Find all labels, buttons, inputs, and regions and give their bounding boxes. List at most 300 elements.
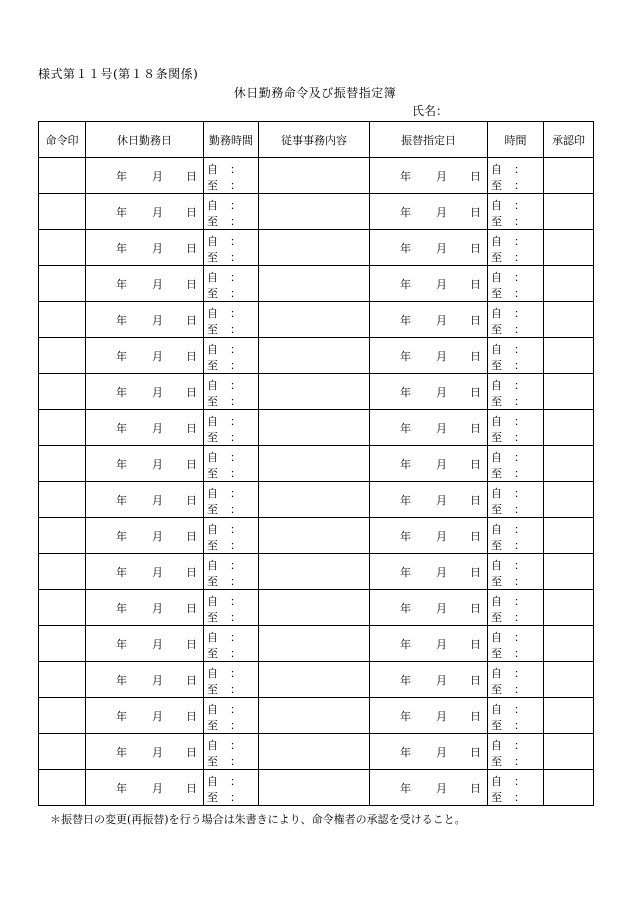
to-label: 至 bbox=[491, 539, 502, 552]
approval-seal-cell[interactable] bbox=[544, 554, 594, 590]
from-label: 自 bbox=[491, 667, 502, 680]
work-content-cell[interactable] bbox=[259, 302, 370, 338]
day-label: 日 bbox=[186, 781, 197, 795]
substitute-date-cell[interactable] bbox=[370, 770, 488, 806]
to-label: 至 bbox=[207, 215, 218, 228]
day-label: 日 bbox=[470, 781, 481, 795]
colon-label: ： bbox=[230, 703, 241, 716]
colon-label: ： bbox=[514, 395, 525, 408]
month-label: 月 bbox=[152, 529, 163, 543]
colon-label: ： bbox=[514, 631, 525, 644]
holiday-work-date-cell[interactable] bbox=[86, 302, 204, 338]
year-label: 年 bbox=[400, 781, 411, 795]
work-content-cell[interactable] bbox=[259, 266, 370, 302]
colon-label: ： bbox=[514, 251, 525, 264]
colon-label: ： bbox=[514, 287, 525, 300]
work-content-cell[interactable] bbox=[259, 734, 370, 770]
work-hours-cell[interactable] bbox=[204, 230, 259, 266]
substitute-date-cell[interactable] bbox=[370, 338, 488, 374]
order-seal-cell[interactable] bbox=[39, 554, 86, 590]
from-label: 自 bbox=[491, 559, 502, 572]
table-row bbox=[39, 230, 594, 266]
document-title: 休日勤務命令及び振替指定簿 bbox=[233, 86, 397, 100]
substitute-time-cell[interactable] bbox=[488, 770, 544, 806]
approval-seal-cell[interactable] bbox=[544, 410, 594, 446]
holiday-work-date-cell[interactable] bbox=[86, 446, 204, 482]
from-label: 自 bbox=[491, 595, 502, 608]
substitute-time-cell[interactable] bbox=[488, 338, 544, 374]
day-label: 日 bbox=[186, 349, 197, 363]
work-hours-cell[interactable] bbox=[204, 698, 259, 734]
month-label: 月 bbox=[152, 601, 163, 615]
day-label: 日 bbox=[186, 529, 197, 543]
work-content-cell[interactable] bbox=[259, 338, 370, 374]
work-hours-cell[interactable] bbox=[204, 662, 259, 698]
approval-seal-cell[interactable] bbox=[544, 698, 594, 734]
order-seal-cell[interactable] bbox=[39, 230, 86, 266]
work-hours-cell[interactable] bbox=[204, 158, 259, 194]
month-label: 月 bbox=[152, 313, 163, 327]
year-label: 年 bbox=[116, 277, 127, 291]
order-seal-cell[interactable] bbox=[39, 374, 86, 410]
colon-label: ： bbox=[514, 647, 525, 660]
work-hours-cell[interactable] bbox=[204, 590, 259, 626]
substitute-time-cell[interactable] bbox=[488, 266, 544, 302]
to-label: 至 bbox=[491, 647, 502, 660]
day-label: 日 bbox=[470, 169, 481, 183]
colon-label: ： bbox=[230, 251, 241, 264]
month-label: 月 bbox=[152, 169, 163, 183]
year-label: 年 bbox=[400, 709, 411, 723]
holiday-work-date-cell[interactable] bbox=[86, 374, 204, 410]
from-label: 自 bbox=[207, 739, 218, 752]
work-content-cell[interactable] bbox=[259, 482, 370, 518]
work-hours-cell[interactable] bbox=[204, 410, 259, 446]
colon-label: ： bbox=[230, 451, 241, 464]
colon-label: ： bbox=[514, 359, 525, 372]
holiday-work-date-cell[interactable] bbox=[86, 770, 204, 806]
table-row bbox=[39, 626, 594, 662]
to-label: 至 bbox=[207, 431, 218, 444]
column-header-order-seal: 命令印 bbox=[39, 122, 86, 158]
from-label: 自 bbox=[207, 415, 218, 428]
day-label: 日 bbox=[186, 709, 197, 723]
work-hours-cell[interactable] bbox=[204, 266, 259, 302]
work-content-cell[interactable] bbox=[259, 194, 370, 230]
work-hours-cell[interactable] bbox=[204, 194, 259, 230]
year-label: 年 bbox=[116, 781, 127, 795]
colon-label: ： bbox=[514, 739, 525, 752]
approval-seal-cell[interactable] bbox=[544, 266, 594, 302]
substitute-time-cell[interactable] bbox=[488, 482, 544, 518]
colon-label: ： bbox=[514, 215, 525, 228]
colon-label: ： bbox=[230, 415, 241, 428]
substitute-date-cell[interactable] bbox=[370, 590, 488, 626]
holiday-work-date-cell[interactable] bbox=[86, 554, 204, 590]
month-label: 月 bbox=[152, 421, 163, 435]
day-label: 日 bbox=[470, 349, 481, 363]
column-header-approval-seal: 承認印 bbox=[544, 122, 594, 158]
table-row bbox=[39, 410, 594, 446]
work-content-cell[interactable] bbox=[259, 554, 370, 590]
substitute-date-cell[interactable] bbox=[370, 734, 488, 770]
holiday-work-date-cell[interactable] bbox=[86, 158, 204, 194]
table-row bbox=[39, 266, 594, 302]
approval-seal-cell[interactable] bbox=[544, 446, 594, 482]
substitute-date-cell[interactable] bbox=[370, 554, 488, 590]
holiday-work-date-cell[interactable] bbox=[86, 410, 204, 446]
order-seal-cell[interactable] bbox=[39, 482, 86, 518]
work-content-cell[interactable] bbox=[259, 626, 370, 662]
colon-label: ： bbox=[230, 523, 241, 536]
table-header-row bbox=[39, 122, 594, 158]
approval-seal-cell[interactable] bbox=[544, 626, 594, 662]
holiday-work-register-table bbox=[38, 121, 594, 806]
year-label: 年 bbox=[116, 169, 127, 183]
colon-label: ： bbox=[514, 611, 525, 624]
colon-label: ： bbox=[230, 271, 241, 284]
from-label: 自 bbox=[491, 199, 502, 212]
column-header-substitute-date: 振替指定日 bbox=[370, 122, 488, 158]
work-content-cell[interactable] bbox=[259, 518, 370, 554]
table-row bbox=[39, 734, 594, 770]
from-label: 自 bbox=[207, 379, 218, 392]
holiday-work-date-cell[interactable] bbox=[86, 518, 204, 554]
colon-label: ： bbox=[230, 307, 241, 320]
from-label: 自 bbox=[491, 703, 502, 716]
day-label: 日 bbox=[186, 745, 197, 759]
colon-label: ： bbox=[514, 775, 525, 788]
year-label: 年 bbox=[116, 205, 127, 219]
month-label: 月 bbox=[436, 169, 447, 183]
colon-label: ： bbox=[230, 343, 241, 356]
footer-note: ＊振替日の変更(再振替)を行う場合は朱書きにより、命令権者の承認を受けること。 bbox=[50, 813, 466, 826]
table-row bbox=[39, 482, 594, 518]
table-row bbox=[39, 590, 594, 626]
from-label: 自 bbox=[491, 775, 502, 788]
day-label: 日 bbox=[470, 601, 481, 615]
to-label: 至 bbox=[491, 323, 502, 336]
to-label: 至 bbox=[491, 503, 502, 516]
substitute-time-cell[interactable] bbox=[488, 590, 544, 626]
to-label: 至 bbox=[491, 575, 502, 588]
holiday-work-date-cell[interactable] bbox=[86, 482, 204, 518]
order-seal-cell[interactable] bbox=[39, 194, 86, 230]
work-content-cell[interactable] bbox=[259, 158, 370, 194]
month-label: 月 bbox=[436, 709, 447, 723]
to-label: 至 bbox=[207, 719, 218, 732]
substitute-date-cell[interactable] bbox=[370, 482, 488, 518]
work-hours-cell[interactable] bbox=[204, 518, 259, 554]
work-content-cell[interactable] bbox=[259, 446, 370, 482]
order-seal-cell[interactable] bbox=[39, 302, 86, 338]
year-label: 年 bbox=[116, 745, 127, 759]
from-label: 自 bbox=[491, 307, 502, 320]
work-content-cell[interactable] bbox=[259, 770, 370, 806]
to-label: 至 bbox=[491, 395, 502, 408]
to-label: 至 bbox=[207, 539, 218, 552]
colon-label: ： bbox=[230, 467, 241, 480]
substitute-time-cell[interactable] bbox=[488, 662, 544, 698]
holiday-work-date-cell[interactable] bbox=[86, 662, 204, 698]
colon-label: ： bbox=[514, 667, 525, 680]
to-label: 至 bbox=[491, 791, 502, 804]
substitute-time-cell[interactable] bbox=[488, 374, 544, 410]
table-row bbox=[39, 662, 594, 698]
work-hours-cell[interactable] bbox=[204, 554, 259, 590]
approval-seal-cell[interactable] bbox=[544, 662, 594, 698]
year-label: 年 bbox=[400, 169, 411, 183]
order-seal-cell[interactable] bbox=[39, 734, 86, 770]
column-header-work-content: 従事事務内容 bbox=[259, 122, 370, 158]
from-label: 自 bbox=[207, 667, 218, 680]
substitute-date-cell[interactable] bbox=[370, 374, 488, 410]
to-label: 至 bbox=[207, 395, 218, 408]
substitute-date-cell[interactable] bbox=[370, 230, 488, 266]
column-header-work-hours: 勤務時間 bbox=[204, 122, 259, 158]
approval-seal-cell[interactable] bbox=[544, 230, 594, 266]
holiday-work-date-cell[interactable] bbox=[86, 626, 204, 662]
to-label: 至 bbox=[207, 287, 218, 300]
from-label: 自 bbox=[491, 523, 502, 536]
year-label: 年 bbox=[116, 673, 127, 687]
to-label: 至 bbox=[491, 251, 502, 264]
to-label: 至 bbox=[491, 611, 502, 624]
holiday-work-date-cell[interactable] bbox=[86, 590, 204, 626]
to-label: 至 bbox=[491, 359, 502, 372]
colon-label: ： bbox=[230, 287, 241, 300]
substitute-time-cell[interactable] bbox=[488, 626, 544, 662]
substitute-time-cell[interactable] bbox=[488, 734, 544, 770]
colon-label: ： bbox=[230, 163, 241, 176]
approval-seal-cell[interactable] bbox=[544, 770, 594, 806]
work-content-cell[interactable] bbox=[259, 230, 370, 266]
day-label: 日 bbox=[186, 169, 197, 183]
order-seal-cell[interactable] bbox=[39, 626, 86, 662]
table-row bbox=[39, 158, 594, 194]
substitute-date-cell[interactable] bbox=[370, 446, 488, 482]
colon-label: ： bbox=[514, 559, 525, 572]
substitute-time-cell[interactable] bbox=[488, 230, 544, 266]
day-label: 日 bbox=[186, 565, 197, 579]
substitute-date-cell[interactable] bbox=[370, 626, 488, 662]
approval-seal-cell[interactable] bbox=[544, 374, 594, 410]
from-label: 自 bbox=[207, 307, 218, 320]
day-label: 日 bbox=[470, 493, 481, 507]
work-hours-cell[interactable] bbox=[204, 374, 259, 410]
substitute-date-cell[interactable] bbox=[370, 698, 488, 734]
approval-seal-cell[interactable] bbox=[544, 518, 594, 554]
substitute-date-cell[interactable] bbox=[370, 266, 488, 302]
to-label: 至 bbox=[207, 791, 218, 804]
substitute-time-cell[interactable] bbox=[488, 158, 544, 194]
month-label: 月 bbox=[436, 745, 447, 759]
from-label: 自 bbox=[491, 415, 502, 428]
order-seal-cell[interactable] bbox=[39, 698, 86, 734]
approval-seal-cell[interactable] bbox=[544, 482, 594, 518]
substitute-time-cell[interactable] bbox=[488, 518, 544, 554]
to-label: 至 bbox=[207, 575, 218, 588]
colon-label: ： bbox=[514, 575, 525, 588]
order-seal-cell[interactable] bbox=[39, 410, 86, 446]
colon-label: ： bbox=[514, 163, 525, 176]
year-label: 年 bbox=[116, 565, 127, 579]
substitute-time-cell[interactable] bbox=[488, 698, 544, 734]
work-content-cell[interactable] bbox=[259, 698, 370, 734]
month-label: 月 bbox=[436, 241, 447, 255]
year-label: 年 bbox=[116, 349, 127, 363]
month-label: 月 bbox=[436, 529, 447, 543]
to-label: 至 bbox=[207, 467, 218, 480]
table-row bbox=[39, 302, 594, 338]
substitute-date-cell[interactable] bbox=[370, 158, 488, 194]
colon-label: ： bbox=[230, 199, 241, 212]
colon-label: ： bbox=[230, 215, 241, 228]
work-hours-cell[interactable] bbox=[204, 770, 259, 806]
year-label: 年 bbox=[400, 637, 411, 651]
work-hours-cell[interactable] bbox=[204, 734, 259, 770]
table-row bbox=[39, 770, 594, 806]
colon-label: ： bbox=[514, 503, 525, 516]
order-seal-cell[interactable] bbox=[39, 662, 86, 698]
holiday-work-date-cell[interactable] bbox=[86, 230, 204, 266]
form-number: 様式第１１号(第１８条関係) bbox=[38, 67, 199, 81]
work-content-cell[interactable] bbox=[259, 590, 370, 626]
colon-label: ： bbox=[230, 755, 241, 768]
day-label: 日 bbox=[470, 709, 481, 723]
from-label: 自 bbox=[491, 235, 502, 248]
substitute-time-cell[interactable] bbox=[488, 446, 544, 482]
holiday-work-date-cell[interactable] bbox=[86, 194, 204, 230]
colon-label: ： bbox=[230, 431, 241, 444]
month-label: 月 bbox=[152, 385, 163, 399]
substitute-date-cell[interactable] bbox=[370, 410, 488, 446]
to-label: 至 bbox=[207, 755, 218, 768]
table-row bbox=[39, 446, 594, 482]
approval-seal-cell[interactable] bbox=[544, 590, 594, 626]
holiday-work-date-cell[interactable] bbox=[86, 338, 204, 374]
year-label: 年 bbox=[400, 385, 411, 399]
order-seal-cell[interactable] bbox=[39, 770, 86, 806]
work-hours-cell[interactable] bbox=[204, 626, 259, 662]
from-label: 自 bbox=[207, 559, 218, 572]
to-label: 至 bbox=[491, 179, 502, 192]
approval-seal-cell[interactable] bbox=[544, 734, 594, 770]
day-label: 日 bbox=[186, 601, 197, 615]
order-seal-cell[interactable] bbox=[39, 446, 86, 482]
colon-label: ： bbox=[514, 199, 525, 212]
day-label: 日 bbox=[470, 457, 481, 471]
colon-label: ： bbox=[230, 739, 241, 752]
to-label: 至 bbox=[491, 467, 502, 480]
holiday-work-date-cell[interactable] bbox=[86, 734, 204, 770]
to-label: 至 bbox=[491, 683, 502, 696]
from-label: 自 bbox=[491, 631, 502, 644]
year-label: 年 bbox=[400, 277, 411, 291]
month-label: 月 bbox=[436, 421, 447, 435]
year-label: 年 bbox=[400, 421, 411, 435]
substitute-date-cell[interactable] bbox=[370, 662, 488, 698]
year-label: 年 bbox=[400, 457, 411, 471]
day-label: 日 bbox=[470, 277, 481, 291]
order-seal-cell[interactable] bbox=[39, 158, 86, 194]
colon-label: ： bbox=[514, 703, 525, 716]
order-seal-cell[interactable] bbox=[39, 590, 86, 626]
day-label: 日 bbox=[186, 313, 197, 327]
holiday-work-date-cell[interactable] bbox=[86, 266, 204, 302]
work-content-cell[interactable] bbox=[259, 374, 370, 410]
work-content-cell[interactable] bbox=[259, 662, 370, 698]
column-header-holiday-work-date: 休日勤務日 bbox=[86, 122, 204, 158]
approval-seal-cell[interactable] bbox=[544, 338, 594, 374]
approval-seal-cell[interactable] bbox=[544, 302, 594, 338]
order-seal-cell[interactable] bbox=[39, 266, 86, 302]
year-label: 年 bbox=[116, 385, 127, 399]
colon-label: ： bbox=[514, 271, 525, 284]
substitute-time-cell[interactable] bbox=[488, 410, 544, 446]
substitute-date-cell[interactable] bbox=[370, 518, 488, 554]
year-label: 年 bbox=[400, 673, 411, 687]
work-hours-cell[interactable] bbox=[204, 338, 259, 374]
to-label: 至 bbox=[491, 215, 502, 228]
month-label: 月 bbox=[152, 241, 163, 255]
order-seal-cell[interactable] bbox=[39, 518, 86, 554]
substitute-date-cell[interactable] bbox=[370, 302, 488, 338]
substitute-date-cell[interactable] bbox=[370, 194, 488, 230]
work-hours-cell[interactable] bbox=[204, 302, 259, 338]
day-label: 日 bbox=[470, 745, 481, 759]
colon-label: ： bbox=[514, 539, 525, 552]
year-label: 年 bbox=[116, 601, 127, 615]
year-label: 年 bbox=[116, 241, 127, 255]
month-label: 月 bbox=[152, 277, 163, 291]
day-label: 日 bbox=[186, 637, 197, 651]
table-row bbox=[39, 374, 594, 410]
month-label: 月 bbox=[436, 565, 447, 579]
to-label: 至 bbox=[207, 251, 218, 264]
work-hours-cell[interactable] bbox=[204, 482, 259, 518]
colon-label: ： bbox=[230, 775, 241, 788]
to-label: 至 bbox=[491, 431, 502, 444]
table-row bbox=[39, 194, 594, 230]
substitute-time-cell[interactable] bbox=[488, 194, 544, 230]
to-label: 至 bbox=[491, 287, 502, 300]
from-label: 自 bbox=[207, 235, 218, 248]
month-label: 月 bbox=[152, 493, 163, 507]
year-label: 年 bbox=[116, 637, 127, 651]
month-label: 月 bbox=[152, 637, 163, 651]
holiday-work-date-cell[interactable] bbox=[86, 698, 204, 734]
substitute-time-cell[interactable] bbox=[488, 554, 544, 590]
colon-label: ： bbox=[230, 595, 241, 608]
colon-label: ： bbox=[514, 595, 525, 608]
work-content-cell[interactable] bbox=[259, 410, 370, 446]
order-seal-cell[interactable] bbox=[39, 338, 86, 374]
approval-seal-cell[interactable] bbox=[544, 194, 594, 230]
day-label: 日 bbox=[186, 457, 197, 471]
year-label: 年 bbox=[116, 493, 127, 507]
colon-label: ： bbox=[230, 611, 241, 624]
day-label: 日 bbox=[470, 565, 481, 579]
year-label: 年 bbox=[116, 421, 127, 435]
work-hours-cell[interactable] bbox=[204, 446, 259, 482]
approval-seal-cell[interactable] bbox=[544, 158, 594, 194]
month-label: 月 bbox=[436, 601, 447, 615]
substitute-time-cell[interactable] bbox=[488, 302, 544, 338]
month-label: 月 bbox=[152, 673, 163, 687]
colon-label: ： bbox=[230, 719, 241, 732]
column-header-time: 時間 bbox=[488, 122, 544, 158]
